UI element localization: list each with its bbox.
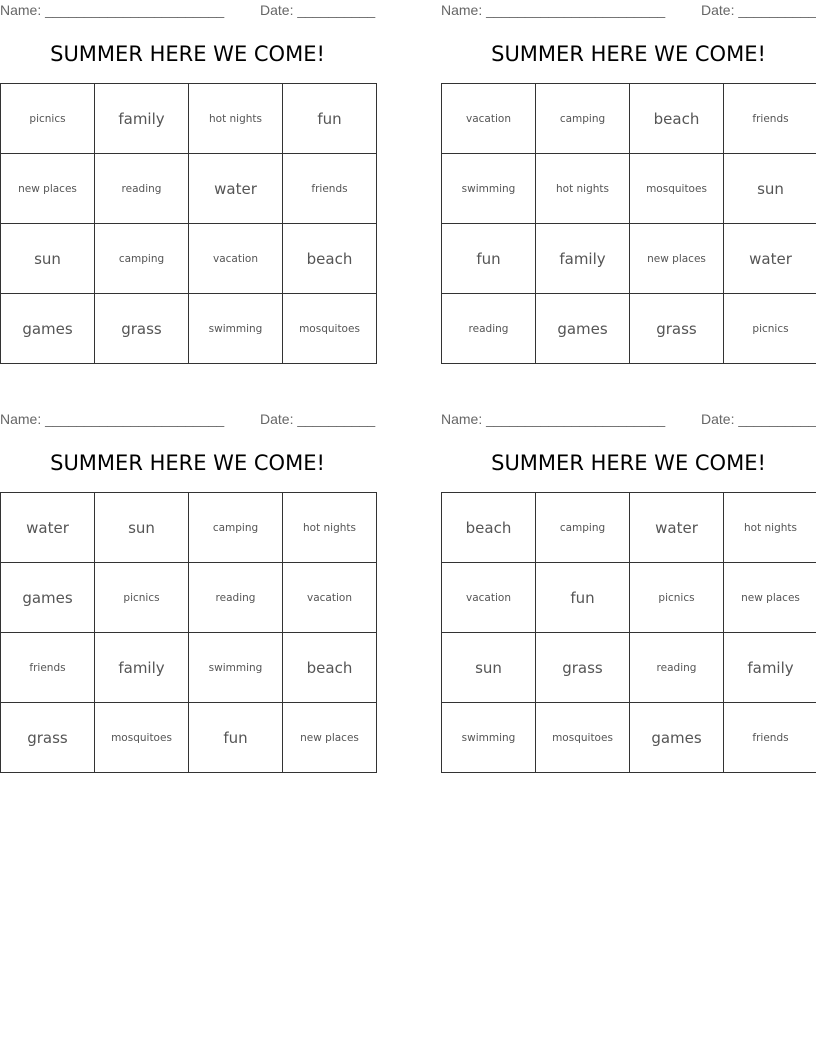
grid-cell: swimming (442, 154, 536, 224)
name-date-line (0, 2, 380, 20)
bingo-card-3 (0, 409, 380, 789)
grid-cell: picnics (95, 563, 189, 633)
bingo-grid (0, 492, 377, 773)
card-title: SUMMER HERE WE COME! (491, 42, 766, 66)
date-field[interactable]: Date: __________ (701, 2, 816, 18)
grid-cell: new places (283, 703, 377, 773)
name-field[interactable]: Name: _______________________ (0, 411, 225, 427)
name-field[interactable]: Name: _______________________ (0, 2, 225, 18)
grid-cell: grass (630, 294, 724, 364)
grid-cell: mosquitoes (630, 154, 724, 224)
grid-cell: water (189, 154, 283, 224)
grid-cell: games (536, 294, 630, 364)
card-title: SUMMER HERE WE COME! (50, 451, 325, 475)
grid-cell: swimming (442, 703, 536, 773)
grid-row (442, 84, 816, 154)
grid-cell: picnics (630, 563, 724, 633)
grid-cell: grass (95, 294, 189, 364)
grid-row (1, 633, 377, 703)
grid-cell: beach (442, 493, 536, 563)
grid-cell: hot nights (724, 493, 816, 563)
grid-cell: games (1, 563, 95, 633)
grid-cell: new places (724, 563, 816, 633)
grid-cell: hot nights (283, 493, 377, 563)
grid-cell: fun (283, 84, 377, 154)
bingo-card-1 (0, 0, 380, 380)
grid-cell: reading (95, 154, 189, 224)
grid-cell: friends (1, 633, 95, 703)
grid-row (442, 154, 816, 224)
grid-cell: vacation (442, 84, 536, 154)
grid-cell: games (1, 294, 95, 364)
grid-cell: reading (630, 633, 724, 703)
grid-cell: camping (536, 493, 630, 563)
grid-cell: friends (724, 84, 816, 154)
grid-cell: reading (442, 294, 536, 364)
grid-row (1, 703, 377, 773)
grid-cell: fun (536, 563, 630, 633)
name-date-line (441, 2, 816, 20)
bingo-grid (441, 492, 816, 773)
grid-row (442, 703, 816, 773)
bingo-card-2 (441, 0, 816, 380)
grid-cell: games (630, 703, 724, 773)
bingo-grid (0, 83, 377, 364)
bingo-card-4 (441, 409, 816, 789)
grid-cell: hot nights (189, 84, 283, 154)
grid-cell: family (536, 224, 630, 294)
grid-cell: swimming (189, 633, 283, 703)
grid-cell: fun (442, 224, 536, 294)
grid-cell: water (630, 493, 724, 563)
grid-row (442, 493, 816, 563)
grid-row (442, 294, 816, 364)
grid-cell: picnics (724, 294, 816, 364)
grid-cell: new places (630, 224, 724, 294)
grid-cell: sun (1, 224, 95, 294)
grid-cell: sun (442, 633, 536, 703)
card-title: SUMMER HERE WE COME! (491, 451, 766, 475)
grid-cell: vacation (189, 224, 283, 294)
grid-cell: fun (189, 703, 283, 773)
grid-cell: grass (536, 633, 630, 703)
grid-cell: picnics (1, 84, 95, 154)
grid-cell: water (724, 224, 816, 294)
grid-cell: vacation (283, 563, 377, 633)
grid-cell: family (724, 633, 816, 703)
grid-cell: friends (724, 703, 816, 773)
bingo-grid (441, 83, 816, 364)
grid-cell: sun (724, 154, 816, 224)
grid-cell: family (95, 84, 189, 154)
date-field[interactable]: Date: __________ (260, 411, 376, 427)
grid-row (1, 154, 377, 224)
grid-cell: mosquitoes (536, 703, 630, 773)
date-field[interactable]: Date: __________ (260, 2, 376, 18)
grid-cell: new places (1, 154, 95, 224)
grid-cell: mosquitoes (95, 703, 189, 773)
name-field[interactable]: Name: _______________________ (441, 411, 666, 427)
grid-cell: beach (630, 84, 724, 154)
grid-row (442, 563, 816, 633)
grid-cell: family (95, 633, 189, 703)
grid-cell: reading (189, 563, 283, 633)
grid-cell: swimming (189, 294, 283, 364)
name-date-line (441, 411, 816, 429)
name-field[interactable]: Name: _______________________ (441, 2, 666, 18)
grid-cell: mosquitoes (283, 294, 377, 364)
date-field[interactable]: Date: __________ (701, 411, 816, 427)
grid-cell: camping (95, 224, 189, 294)
grid-row (1, 84, 377, 154)
name-date-line (0, 411, 380, 429)
grid-row (1, 563, 377, 633)
grid-cell: beach (283, 224, 377, 294)
grid-cell: camping (536, 84, 630, 154)
grid-row (1, 294, 377, 364)
grid-cell: camping (189, 493, 283, 563)
grid-cell: grass (1, 703, 95, 773)
grid-row (442, 224, 816, 294)
grid-row (442, 633, 816, 703)
card-title: SUMMER HERE WE COME! (50, 42, 325, 66)
grid-cell: vacation (442, 563, 536, 633)
grid-cell: beach (283, 633, 377, 703)
grid-row (1, 224, 377, 294)
grid-cell: friends (283, 154, 377, 224)
grid-cell: water (1, 493, 95, 563)
grid-cell: hot nights (536, 154, 630, 224)
grid-row (1, 493, 377, 563)
grid-cell: sun (95, 493, 189, 563)
